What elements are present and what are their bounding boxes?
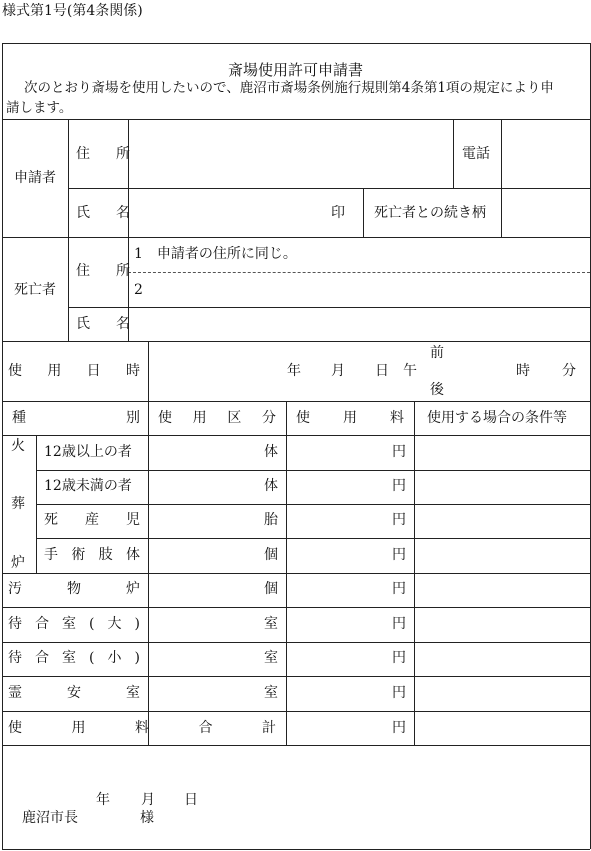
ws-1: 待	[8, 650, 22, 666]
row-label-waiting-small	[8, 651, 140, 665]
row-label-surgical	[44, 548, 140, 562]
applicant-phone-field[interactable]	[502, 120, 589, 187]
row-yen-stillborn: 円	[392, 512, 406, 528]
line-total-bottom	[2, 745, 590, 746]
tt-5: 計	[262, 720, 276, 736]
footer-addressee: 鹿沼市長	[22, 810, 78, 826]
applicant-name-label: 氏 名	[76, 205, 136, 221]
tt-4: 合	[198, 720, 213, 736]
wf-1: 汚	[8, 581, 22, 597]
vline-label	[68, 119, 69, 341]
tt-1: 使	[8, 720, 22, 736]
row-yen-waiting-large: 円	[392, 616, 406, 632]
applicant-phone-label: 電話	[462, 146, 490, 162]
row-label-waste	[8, 582, 140, 596]
row-yen-waiting-small: 円	[392, 650, 406, 666]
sb-2: 産	[85, 512, 99, 528]
vline-relation	[363, 188, 364, 237]
fee-field-over12[interactable]	[287, 436, 387, 469]
deceased-address-label: 住 所	[76, 263, 136, 279]
ws-3: 室	[62, 650, 76, 666]
hd-cat-2: 用	[192, 410, 207, 426]
row-yen-waste: 円	[392, 581, 406, 597]
hd-cat-1: 使	[158, 410, 172, 426]
frame-left	[2, 43, 3, 849]
sg-4: 体	[125, 547, 140, 563]
header-fee	[296, 411, 404, 425]
cremation-char-1: 火	[11, 438, 25, 454]
header-conditions: 使用する場合の条件等	[427, 410, 567, 426]
row-unit-under12: 体	[264, 478, 278, 494]
deceased-name-field[interactable]	[129, 308, 589, 340]
wl-5: 大	[107, 616, 122, 632]
wl-4: (	[89, 616, 95, 632]
line-row-2	[36, 504, 590, 505]
line-row-1	[36, 470, 590, 471]
vline-type	[148, 341, 149, 745]
datetime-month: 月	[331, 363, 345, 379]
row-yen-over12: 円	[392, 444, 406, 460]
ws-2: 合	[35, 650, 49, 666]
line-row-5	[2, 607, 590, 608]
row-label-stillborn	[44, 513, 140, 527]
hd-fee-2: 用	[343, 410, 357, 426]
applicant-name-field[interactable]	[129, 189, 362, 236]
wl-1: 待	[8, 616, 22, 632]
cond-field-over12[interactable]	[415, 436, 589, 469]
datetime-pm[interactable]: 後	[430, 382, 444, 398]
deceased-address-option-2[interactable]: 2	[134, 282, 143, 298]
hd-fee-1: 使	[296, 410, 310, 426]
footer-year: 年	[96, 792, 110, 808]
wl-2: 合	[35, 616, 49, 632]
row-yen-under12: 円	[392, 478, 406, 494]
sb-1: 死	[44, 512, 58, 528]
row-unit-waiting-large: 室	[264, 616, 278, 632]
total-yen: 円	[392, 720, 406, 736]
intro-line-1: 次のとおり斎場を使用したいので、鹿沼市斎場条例施行規則第4条第1項の規定により申	[24, 80, 554, 96]
line-deceased-top	[2, 237, 590, 238]
datetime-minute: 分	[562, 363, 576, 379]
tt-2: 用	[71, 720, 86, 736]
mr-1: 霊	[8, 685, 22, 701]
hd-type-2: 別	[126, 410, 140, 426]
applicant-label: 申請者	[14, 170, 56, 186]
deceased-address-option-1[interactable]: 1 申請者の住所に同じ。	[134, 246, 297, 262]
ws-6: )	[134, 650, 140, 666]
datetime-day: 日	[375, 363, 389, 379]
mr-3: 室	[126, 685, 140, 701]
cremation-char-3: 炉	[11, 555, 25, 571]
footer-month: 月	[141, 792, 155, 808]
ws-5: 小	[107, 650, 122, 666]
row-unit-over12: 体	[264, 444, 278, 460]
dt-char-2: 用	[47, 363, 62, 379]
datetime-am[interactable]: 前	[430, 345, 444, 361]
hd-cat-3: 区	[227, 410, 242, 426]
datetime-year: 年	[287, 363, 301, 379]
dt-char-4: 時	[125, 363, 140, 379]
form-title: 斎場使用許可申請書	[227, 61, 363, 79]
frame-top	[2, 43, 590, 44]
deceased-name-label: 氏 名	[76, 316, 136, 332]
hd-cat-4: 分	[261, 410, 276, 426]
row-label-under12: 12歳未満の者	[44, 478, 132, 494]
line-row-6	[2, 642, 590, 643]
header-type	[12, 411, 140, 425]
row-label-mortuary	[8, 686, 140, 700]
footer-honorific: 様	[140, 810, 154, 826]
row-yen-surgical: 円	[392, 547, 406, 563]
qty-field-over12[interactable]	[149, 436, 261, 469]
seal-mark: 印	[331, 205, 345, 221]
dt-char-1: 使	[8, 363, 22, 379]
vline-phone-left	[453, 119, 454, 188]
row-label-waiting-large	[8, 617, 140, 631]
sg-3: 肢	[98, 547, 113, 563]
relation-label: 死亡者との続き柄	[374, 205, 486, 221]
total-label	[8, 721, 276, 735]
row-label-over12: 12歳以上の者	[44, 444, 132, 460]
line-row-3	[36, 538, 590, 539]
vline-cremation	[36, 435, 37, 573]
footer-day: 日	[184, 792, 198, 808]
line-row-4	[2, 573, 590, 574]
frame-bottom	[2, 849, 590, 850]
sg-2: 術	[71, 547, 86, 563]
sb-3: 児	[126, 512, 140, 528]
dt-char-3: 日	[86, 363, 101, 379]
sg-1: 手	[44, 547, 58, 563]
wl-6: )	[134, 616, 140, 632]
line-header-top	[2, 401, 590, 402]
wf-2: 物	[67, 581, 81, 597]
line-row-7	[2, 676, 590, 677]
wl-3: 室	[62, 616, 76, 632]
applicant-address-field[interactable]	[129, 120, 452, 187]
form-number: 様式第1号(第4条関係)	[2, 3, 143, 19]
datetime-ampm: 午	[403, 363, 417, 379]
tt-3: 料	[135, 720, 149, 736]
applicant-address-label: 住 所	[76, 146, 136, 162]
row-unit-waiting-small: 室	[264, 650, 278, 666]
row-yen-mortuary: 円	[392, 685, 406, 701]
row-unit-mortuary: 室	[264, 685, 278, 701]
line-deceased-dashed	[128, 272, 590, 273]
datetime-hour: 時	[516, 363, 530, 379]
hd-fee-3: 料	[390, 410, 404, 426]
usage-datetime-label	[8, 364, 140, 378]
intro-line-2: 請します。	[6, 100, 73, 116]
row-unit-stillborn: 胎	[264, 512, 278, 528]
deceased-label: 死亡者	[14, 282, 56, 298]
hd-type-1: 種	[12, 410, 26, 426]
ws-4: (	[89, 650, 95, 666]
header-category	[158, 411, 276, 425]
line-datetime-top	[2, 341, 590, 342]
cremation-char-2: 葬	[11, 496, 25, 512]
row-unit-surgical: 個	[264, 547, 278, 563]
line-row-8	[2, 711, 590, 712]
wf-3: 炉	[126, 581, 140, 597]
relation-field[interactable]	[502, 189, 589, 236]
mr-2: 安	[67, 685, 81, 701]
row-unit-waste: 個	[264, 581, 278, 597]
